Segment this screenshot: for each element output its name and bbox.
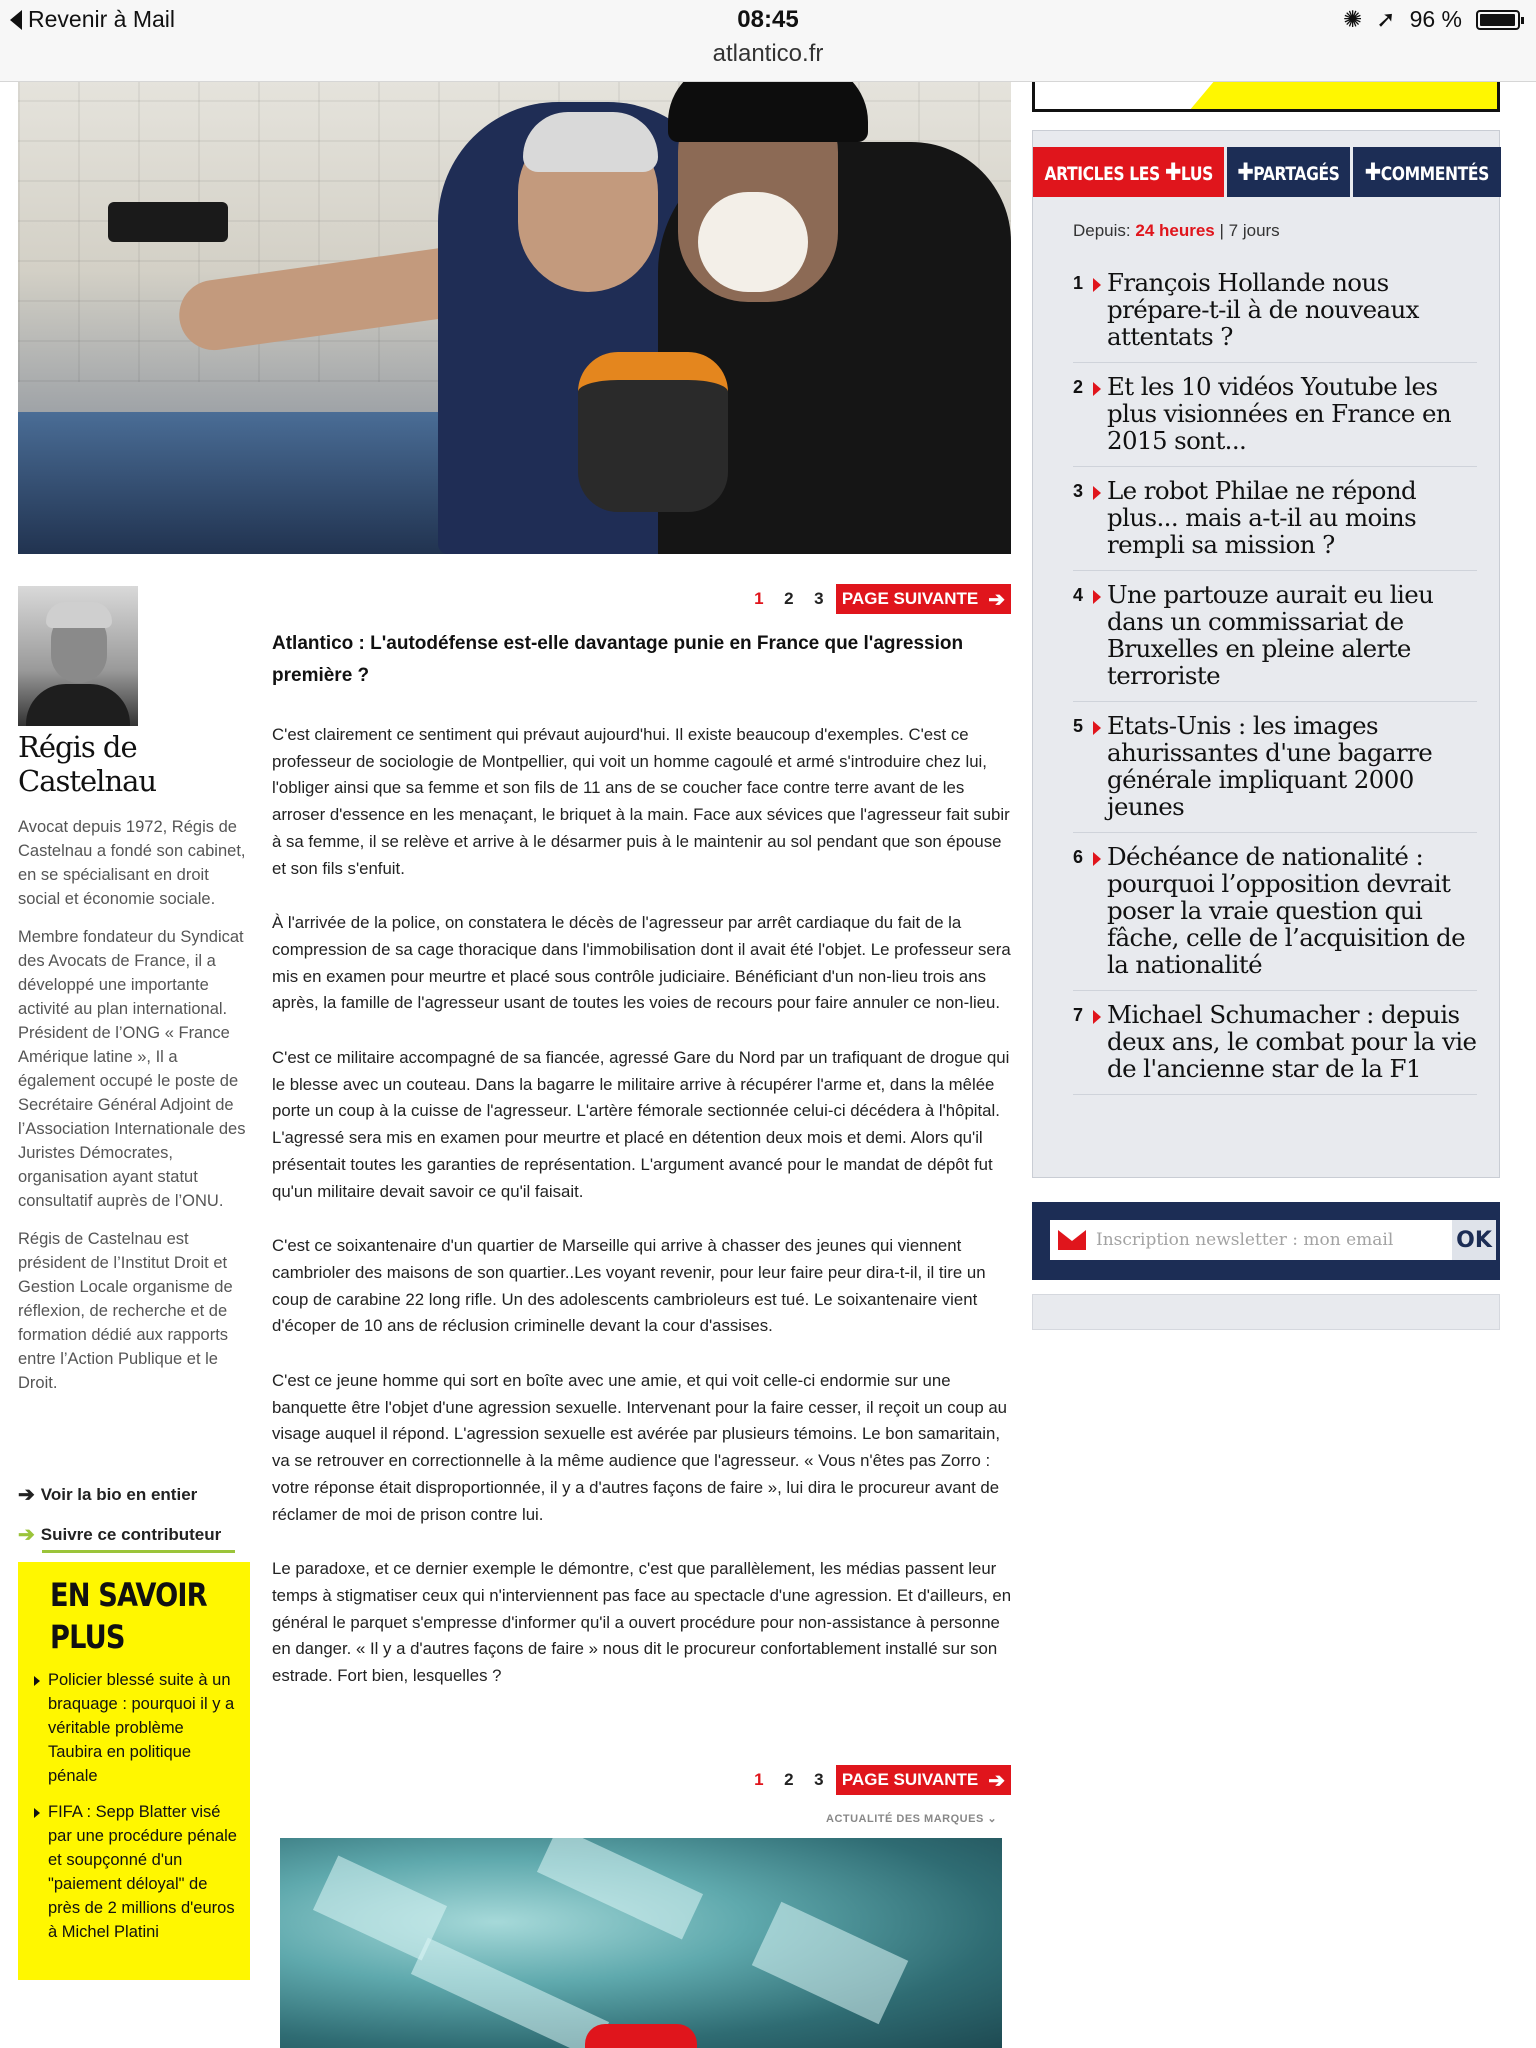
author-bio-paragraph: Membre fondateur du Syndicat des Avocats de France, il a développé une importante activité au plan international. Président de l’ONG « France Amérique latine », Il a également occupé le poste de Secrétaire Général Adjoint de l’Association Internationale des Juristes Démocrates, organisation ayant statut consultatif auprès de l’ONU. (18, 928, 246, 1210)
article-paragraph: Le paradoxe, et ce dernier exemple le démontre, c'est que parallèlement, les médias passent leur temps à stigmatiser ceux qui n'interviennent pas face au spectacle d'une agression. Et d'ailleurs, en général le parquet s'empresse d'informer qu'il a ouvert procédure pour non-assistance à personne en danger. « Il y a d'autres façons de faire » nous dit le procureur confortablement installé sur son estrade. Fort bien, lesquelles ? (272, 1559, 1012, 1686)
rank-number: 6 (1073, 847, 1084, 867)
page-link-3[interactable]: 3 (814, 589, 824, 608)
location-arrow-icon: ➚ (1376, 6, 1396, 32)
next-page-button[interactable] (836, 584, 1011, 614)
triangle-right-icon (1093, 712, 1107, 820)
article-paragraph: À l'arrivée de la police, on constatera le décès de l'agresseur par arrêt cardiaque du fait de la compression de sa cage thoracique dans l'immobilisation dont il avait été l'objet. Le professeur sera mis en examen pour meurtre et placé sous contrôle judiciaire. Bénéficiant d'un non-lieu trois ans après, la famille de l'agresseur usant de toutes les voies de recours pour faire annuler ce non-lieu. (272, 913, 1011, 1013)
most-read-list (1073, 259, 1477, 1095)
related-link[interactable]: FIFA : Sepp Blatter visé par une procédure pénale et soupçonné d'un "paiement déloyal" de près de 2 millions d'euros à Michel Platini (32, 1800, 238, 1944)
page-link-2[interactable]: 2 (784, 1770, 794, 1789)
related-links-list (32, 1668, 238, 1944)
tab-most-commented[interactable]: ✚COMMENTÉS (1353, 147, 1501, 197)
page-link-2[interactable]: 2 (784, 589, 794, 608)
arrow-right-icon: ➔ (988, 588, 1005, 611)
list-item[interactable] (1073, 467, 1477, 571)
article-paragraph: C'est ce militaire accompagné de sa fiancée, agressé Gare du Nord par un trafiquant de drogue qui le blesse avec un couteau. Dans la bagarre le militaire arrive à récupérer l'arme et, dans la mêlée porte un coup à la cuisse de l'agresseur. L'artère fémorale sectionnée celui-ci décédera à l'hôpital. L'agressé sera mis en examen pour meurtre et placé en détention deux mois et demi. Alors qu'il présentait toutes les garanties de représentation. L'argument avancé pour le mandat de dépôt fut qu'un militaire devait savoir ce qu'il faisait. (272, 1048, 1010, 1201)
follow-contributor-label: Suivre ce contributeur (40, 1524, 222, 1544)
pagination-top (730, 584, 1011, 614)
newsletter-ok-button[interactable]: OK (1452, 1220, 1496, 1260)
article-link[interactable]: Etats-Unis : les images ahurissantes d'une bagarre générale impliquant 2000 jeunes (1107, 711, 1433, 821)
chevron-down-icon: ⌄ (987, 1813, 998, 1825)
brands-news-label[interactable]: ACTUALITÉ DES MARQUES ⌄ (826, 1813, 998, 1825)
list-item[interactable] (1073, 363, 1477, 467)
period-24h[interactable]: 24 heures (1135, 221, 1215, 240)
pagination-bottom (730, 1765, 1011, 1795)
en-savoir-plus-title: EN SAVOIR PLUS (50, 1576, 207, 1656)
triangle-right-icon (1093, 269, 1107, 350)
author-name[interactable]: Régis de Castelnau (18, 730, 157, 798)
rank-number: 5 (1073, 716, 1084, 736)
arrow-right-icon: ➔ (18, 1484, 35, 1506)
clock: 08:45 (737, 6, 799, 33)
play-button[interactable] (585, 2024, 697, 2048)
follow-contributor-link[interactable] (18, 1522, 248, 1547)
triangle-right-icon (1093, 581, 1107, 689)
full-bio-link[interactable] (18, 1482, 248, 1507)
page-link-1[interactable]: 1 (754, 1770, 764, 1789)
triangle-right-icon (1093, 1001, 1107, 1082)
next-page-label: PAGE SUIVANTE (841, 1770, 979, 1789)
article-link[interactable]: François Hollande nous prépare-t-il à de nouveaux attentats ? (1107, 268, 1419, 351)
sidebar-spacer-bar (1032, 1294, 1500, 1330)
follow-underline (42, 1550, 235, 1553)
status-indicators (1343, 6, 1520, 33)
article-link[interactable]: Le robot Philae ne répond plus... mais a-t-il au moins rempli sa mission ? (1107, 476, 1417, 559)
page-link-3[interactable]: 3 (814, 1770, 824, 1789)
battery-icon (1476, 10, 1520, 30)
address-bar-url[interactable]: atlantico.fr (712, 40, 824, 67)
battery-percent: 96 % (1409, 6, 1462, 32)
sponsored-content-image[interactable] (280, 1838, 1002, 2048)
ad-banner-bottom[interactable] (1032, 82, 1500, 112)
tab-most-read[interactable]: ARTICLES LES ✚LUS (1033, 147, 1224, 197)
most-popular-box (1032, 130, 1500, 1178)
article-hero-image (18, 82, 1011, 554)
full-bio-label: Voir la bio en entier (40, 1484, 198, 1504)
newsletter-signup (1032, 1202, 1500, 1280)
related-link[interactable]: Policier blessé suite à un braquage : pourquoi il y a véritable problème Taubira en politique pénale (32, 1668, 238, 1788)
list-item[interactable] (1073, 833, 1477, 991)
article-link[interactable]: Déchéance de nationalité : pourquoi l’opposition devrait poser la vraie question qui fâche, celle de l’acquisition de la nationalité (1107, 842, 1466, 979)
next-page-button[interactable] (836, 1765, 1011, 1795)
tab-most-shared[interactable]: ✚PARTAGÉS (1227, 147, 1350, 197)
author-bio (18, 815, 248, 1409)
rank-number: 2 (1073, 377, 1084, 397)
arrow-right-icon: ➔ (988, 1769, 1005, 1792)
triangle-right-icon (1093, 477, 1107, 558)
list-item[interactable] (1073, 571, 1477, 702)
article-link[interactable]: Et les 10 vidéos Youtube les plus visionnées en France en 2015 sont... (1107, 372, 1452, 455)
popular-tabs (1033, 147, 1501, 197)
article-link[interactable]: Une partouze aurait eu lieu dans un commissariat de Bruxelles en pleine alerte terroriste (1107, 580, 1434, 690)
page-link-1[interactable]: 1 (754, 589, 764, 608)
article-link[interactable]: Michael Schumacher : depuis deux ans, le combat pour la vie de l'ancienne star de la F1 (1107, 1000, 1477, 1083)
arrow-right-icon: ➔ (18, 1524, 35, 1546)
list-item[interactable] (1073, 991, 1477, 1095)
period-7-days[interactable]: 7 jours (1228, 221, 1280, 240)
en-savoir-plus-box (18, 1562, 250, 1980)
list-item[interactable] (1073, 259, 1477, 363)
article-body (272, 722, 1012, 1718)
plus-icon: ✚ (1364, 158, 1381, 186)
rank-number: 1 (1073, 273, 1084, 293)
rank-number: 3 (1073, 481, 1084, 501)
envelope-icon (1058, 1230, 1086, 1250)
article-paragraph: C'est clairement ce sentiment qui prévaut aujourd'hui. Il existe beaucoup d'exemples. C'est ce professeur de sociologie de Montpellier, qui voit un homme cagoulé et armé s'introduire chez lui, l'obliger ainsi que sa femme et son fils de 11 ans de se coucher face contre terre avant de les arroser d'essence en les menaçant, le briquet à la main. Face aux sévices que l'agresseur fait subir à sa femme, il se relève et arrive à le désarmer puis à le maintenir au sol pendant que son épouse et son fils s'enfuit. (272, 725, 1010, 878)
author-bio-paragraph: Avocat depuis 1972, Régis de Castelnau a fondé son cabinet, en se spécialisant en droit social et économie sociale. (18, 818, 246, 908)
author-bio-paragraph: Régis de Castelnau est président de l’Institut Droit et Gestion Locale organisme de réflexion, de recherche et de formation dédié aux rapports entre l’Action Publique et le Droit. (18, 1230, 233, 1392)
newsletter-email-input[interactable] (1096, 1220, 1436, 1260)
period-filter: Depuis: 24 heures | 7 jours (1073, 221, 1280, 240)
newsletter-field (1050, 1220, 1452, 1260)
list-item[interactable] (1073, 702, 1477, 833)
interview-question: Atlantico : L'autodéfense est-elle davantage punie en France que l'agression première ? (272, 633, 964, 686)
article-paragraph: C'est ce jeune homme qui sort en boîte avec une amie, et qui voit celle-ci endormie sur une banquette être l'objet d'une agression sexuelle. Intervenant pour la faire cesser, il reçoit un coup au visage auquel il répond. L'agression sexuelle est avérée par plusieurs témoins. Le bon samaritain, va se retrouver en correctionnelle à la même audience que l'agresseur. « Vous n'êtes pas Zorro : votre réponse était disproportionnée, il y a d'autres façons de faire », lui dira le procureur avant de réclamer de moi de prison contre lui. (272, 1371, 1007, 1524)
article-paragraph: C'est ce soixantenaire d'un quartier de Marseille qui arrive à chasser des jeunes qui viennent cambrioler des maisons de son quartier..Les voyant revenir, pour leur faire peur dira-t-il, il tire un coup de carabine 22 long rifle. Un des adolescents cambrioleurs est tué. Le soixantenaire vient d'écoper de 10 ans de réclusion criminelle devant la cour d'assises. (272, 1236, 986, 1336)
next-page-label: PAGE SUIVANTE (841, 589, 979, 608)
plus-icon: ✚ (1164, 158, 1181, 186)
plus-icon: ✚ (1237, 158, 1254, 186)
triangle-right-icon (1093, 373, 1107, 454)
back-label: Revenir à Mail (28, 6, 175, 32)
triangle-right-icon (1093, 843, 1107, 978)
rank-number: 4 (1073, 585, 1084, 605)
author-avatar[interactable] (18, 586, 138, 726)
status-bar (0, 0, 1536, 82)
rank-number: 7 (1073, 1005, 1084, 1025)
activity-spinner-icon: ✺ (1343, 6, 1363, 32)
